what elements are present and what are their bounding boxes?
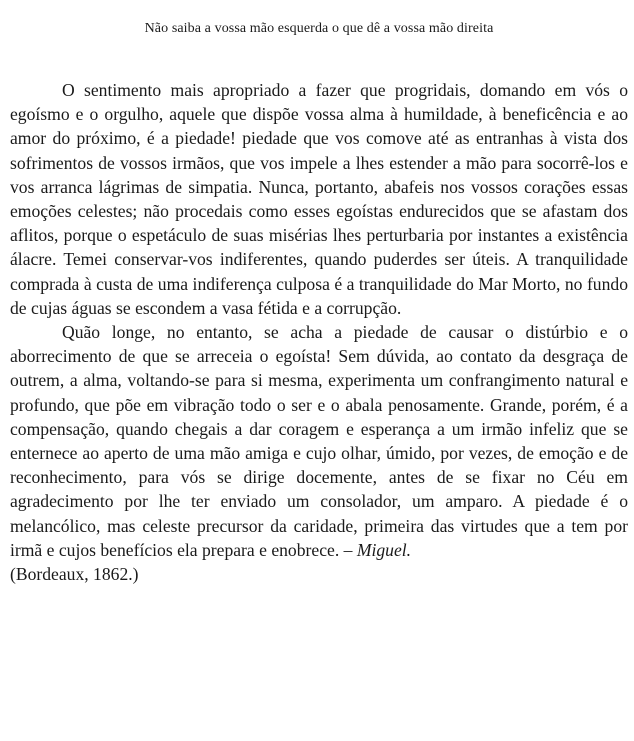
paragraph-2: [10, 320, 628, 586]
closing-line: (Bordeaux, 1862.): [10, 564, 139, 585]
paragraph-2-text: Quão longe, no entanto, se acha a piedade de causar o distúrbio e o aborrecimento de que se arreceia o egoísta! Sem dúvida, ao contato da desgraça de outrem, a alma, voltando-se para si mesma, experimenta um confrangimento natural e profundo, que põe em vibração todo o ser e o abala penosamente. Grande, porém, é a compensação, quando chegais a dar coragem e esperança a um irmão infeliz que se enternece ao aperto de uma mão amiga e cujo olhar, úmido, por vezes, de emoção e de reconhecimento, para vós se dirige docemente, antes de se fixar no Céu em agradecimento por lhe ter enviado um consolador, um amparo. A piedade é o melancólico, mas celeste precursor da caridade, primeira das virtudes que a tem por irmã e cujos benefícios ela prepara e enobrece. –: [10, 322, 628, 560]
page: [10, 0, 628, 741]
paragraph-1: O sentimento mais apropriado a fazer que progridais, domando em vós o egoísmo e o orgulho, aquele que dispõe vossa alma à humildade, à beneficência e ao amor do próximo, é a piedade! piedade que vos comove até as entranhas à vista dos sofrimentos de vossos irmãos, que vos impele a lhes estender a mão para socorrê-los e vos arranca lágrimas de simpatia. Nunca, portanto, abafeis nos vossos corações essas emoções celestes; não procedais como esses egoístas endurecidos que se afastam dos aflitos, porque o espetáculo de suas misérias lhes perturbaria por instantes a existência álacre. Temei conservar-vos indiferentes, quando puderdes ser úteis. A tranquilidade comprada à custa de uma indiferença culposa é a tranquilidade do Mar Morto, no fundo de cujas águas se escondem a vasa fétida e a corrupção.: [10, 80, 628, 318]
body-text: [10, 78, 628, 586]
running-header: Não saiba a vossa mão esquerda o que dê a vossa mão direita: [144, 21, 494, 36]
signature: Miguel.: [356, 539, 412, 560]
